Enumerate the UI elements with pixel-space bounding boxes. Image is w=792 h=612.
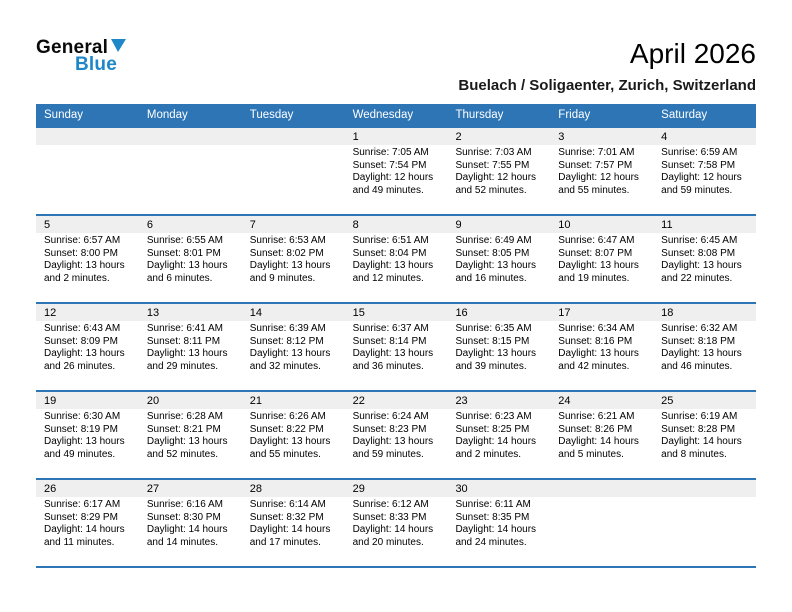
date-number: 25 <box>661 395 674 407</box>
day-cell <box>653 145 756 214</box>
day-header-cell: Saturday <box>661 109 708 121</box>
date-number <box>139 128 242 145</box>
week-row <box>36 390 756 478</box>
daylight-line2-text: and 12 minutes. <box>352 272 424 284</box>
general-blue-logo <box>36 38 127 74</box>
date-number: 19 <box>44 395 57 407</box>
daylight-line2-text: and 26 minutes. <box>44 360 116 372</box>
daylight-line2-text: and 11 minutes. <box>44 536 115 548</box>
sunset-text: Sunset: 8:18 PM <box>661 335 736 347</box>
date-number: 9 <box>455 219 462 231</box>
day-cell <box>653 321 756 390</box>
daylight-line1-text: Daylight: 13 hours <box>558 348 639 359</box>
daylight-line2-text: and 8 minutes. <box>661 448 727 460</box>
sunrise-text: Sunrise: 6:14 AM <box>249 499 326 510</box>
date-number: 13 <box>146 307 160 319</box>
sunrise-text: Sunrise: 6:19 AM <box>661 411 738 422</box>
sunrise-text: Sunrise: 6:41 AM <box>146 323 224 334</box>
sunset-text: Sunset: 8:11 PM <box>146 335 221 347</box>
daylight-line1-text: Daylight: 13 hours <box>249 348 331 359</box>
sunrise-text: Sunrise: 6:37 AM <box>352 323 429 334</box>
week-content-row <box>36 497 756 566</box>
day-header-cell: Tuesday <box>249 109 294 121</box>
sunrise-text: Sunrise: 7:03 AM <box>455 147 532 158</box>
day-cell <box>242 409 345 478</box>
sunset-text: Sunset: 7:57 PM <box>558 159 633 171</box>
week-row <box>36 302 756 390</box>
sunrise-text: Sunrise: 6:34 AM <box>558 323 635 334</box>
day-cell <box>653 409 756 478</box>
date-number: 21 <box>249 395 262 407</box>
day-cell <box>36 409 139 478</box>
page-header <box>36 0 756 94</box>
daylight-line2-text: and 5 minutes. <box>558 448 624 460</box>
date-number: 10 <box>558 219 571 231</box>
sunrise-text: Sunrise: 7:01 AM <box>558 147 635 158</box>
daylight-line1-text: Daylight: 13 hours <box>352 436 434 447</box>
daylight-line1-text: Daylight: 14 hours <box>558 436 639 447</box>
day-cell <box>550 233 653 302</box>
day-cell <box>345 497 448 566</box>
date-number-strip <box>36 480 756 497</box>
sunset-text: Sunset: 8:02 PM <box>249 247 324 259</box>
logo-text-blue: Blue <box>75 54 117 75</box>
day-header-cell: Sunday <box>44 109 84 121</box>
day-cell <box>550 145 653 214</box>
daylight-line1-text: Daylight: 13 hours <box>146 260 228 271</box>
sunrise-text: Sunrise: 6:51 AM <box>352 235 429 246</box>
sunrise-text: Sunrise: 6:43 AM <box>44 323 121 334</box>
month-title: April 2026 <box>629 38 756 69</box>
week-row <box>36 478 756 566</box>
date-number-strip <box>36 128 756 145</box>
date-number: 24 <box>558 395 571 407</box>
daylight-line1-text: Daylight: 12 hours <box>352 172 434 183</box>
date-number: 6 <box>146 219 153 231</box>
sunrise-text: Sunrise: 6:24 AM <box>352 411 429 422</box>
date-number <box>550 480 653 497</box>
date-number: 16 <box>455 307 468 319</box>
daylight-line2-text: and 20 minutes. <box>352 536 424 548</box>
daylight-line2-text: and 22 minutes. <box>661 272 733 284</box>
sunrise-text: Sunrise: 6:28 AM <box>146 411 224 422</box>
day-cell <box>447 145 550 214</box>
daylight-line1-text: Daylight: 12 hours <box>661 172 742 183</box>
sunrise-text: Sunrise: 6:30 AM <box>44 411 121 422</box>
sunset-text: Sunset: 8:08 PM <box>661 247 736 259</box>
week-content-row <box>36 409 756 478</box>
day-cell <box>447 497 550 566</box>
date-number: 3 <box>558 131 565 143</box>
date-number: 12 <box>44 307 57 319</box>
date-number: 15 <box>352 307 365 319</box>
daylight-line2-text: and 59 minutes. <box>661 184 733 196</box>
daylight-line2-text: and 49 minutes. <box>44 448 116 460</box>
daylight-line2-text: and 19 minutes. <box>558 272 630 284</box>
day-cell <box>242 233 345 302</box>
daylight-line1-text: Daylight: 13 hours <box>44 348 125 359</box>
daylight-line2-text: and 29 minutes. <box>146 360 219 372</box>
sunrise-text: Sunrise: 6:53 AM <box>249 235 326 246</box>
daylight-line2-text: and 2 minutes. <box>455 448 522 460</box>
sunset-text: Sunset: 8:30 PM <box>146 511 221 523</box>
day-cell <box>447 233 550 302</box>
sunrise-text: Sunrise: 7:05 AM <box>352 147 429 158</box>
logo-text-general: General <box>36 37 109 58</box>
date-number: 22 <box>352 395 365 407</box>
day-cell <box>550 409 653 478</box>
day-cell <box>139 145 242 214</box>
date-number: 30 <box>455 483 468 495</box>
date-number <box>36 128 139 145</box>
daylight-line2-text: and 42 minutes. <box>558 360 630 372</box>
sunset-text: Sunset: 8:29 PM <box>44 511 118 523</box>
date-number: 4 <box>661 131 668 143</box>
day-cell <box>139 409 242 478</box>
sunset-text: Sunset: 8:26 PM <box>558 423 633 435</box>
date-number: 11 <box>661 219 673 231</box>
day-cell <box>36 321 139 390</box>
daylight-line1-text: Daylight: 13 hours <box>558 260 639 271</box>
date-number-strip <box>36 304 756 321</box>
sunrise-text: Sunrise: 6:17 AM <box>44 499 121 510</box>
day-cell <box>36 145 139 214</box>
sunset-text: Sunset: 8:12 PM <box>249 335 324 347</box>
daylight-line2-text: and 32 minutes. <box>249 360 321 372</box>
daylight-line1-text: Daylight: 14 hours <box>455 436 537 447</box>
daylight-line2-text: and 24 minutes. <box>455 536 527 548</box>
daylight-line1-text: Daylight: 13 hours <box>455 260 537 271</box>
daylight-line1-text: Daylight: 13 hours <box>352 260 434 271</box>
daylight-line1-text: Daylight: 14 hours <box>661 436 742 447</box>
calendar-weeks <box>36 126 756 566</box>
daylight-line2-text: and 49 minutes. <box>352 184 424 196</box>
date-number: 17 <box>558 307 571 319</box>
date-number-strip <box>36 216 756 233</box>
daylight-line2-text: and 59 minutes. <box>352 448 424 460</box>
date-number: 2 <box>455 131 462 143</box>
daylight-line1-text: Daylight: 13 hours <box>455 348 537 359</box>
daylight-line2-text: and 2 minutes. <box>44 272 110 284</box>
daylight-line1-text: Daylight: 14 hours <box>455 524 537 535</box>
sunrise-text: Sunrise: 6:55 AM <box>146 235 224 246</box>
day-cell <box>345 233 448 302</box>
date-number: 8 <box>352 219 359 231</box>
date-number: 20 <box>146 395 160 407</box>
date-number: 1 <box>352 131 359 143</box>
daylight-line1-text: Daylight: 13 hours <box>44 260 125 271</box>
sunset-text: Sunset: 7:58 PM <box>661 159 736 171</box>
sunset-text: Sunset: 8:33 PM <box>352 511 427 523</box>
daylight-line2-text: and 9 minutes. <box>249 272 316 284</box>
daylight-line2-text: and 6 minutes. <box>146 272 213 284</box>
sunset-text: Sunset: 8:00 PM <box>44 247 118 259</box>
sunset-text: Sunset: 8:32 PM <box>249 511 324 523</box>
daylight-line2-text: and 17 minutes. <box>249 536 321 548</box>
sunset-text: Sunset: 7:55 PM <box>455 159 530 171</box>
sunrise-text: Sunrise: 6:26 AM <box>249 411 326 422</box>
date-number: 23 <box>455 395 468 407</box>
daylight-line1-text: Daylight: 14 hours <box>352 524 434 535</box>
daylight-line1-text: Daylight: 14 hours <box>44 524 125 535</box>
daylight-line2-text: and 39 minutes. <box>455 360 527 372</box>
day-cell <box>653 497 756 566</box>
sunrise-text: Sunrise: 6:59 AM <box>661 147 738 158</box>
day-cell <box>242 497 345 566</box>
sunset-text: Sunset: 8:15 PM <box>455 335 530 347</box>
day-cell <box>36 497 139 566</box>
daylight-line2-text: and 14 minutes. <box>146 536 219 548</box>
day-cell <box>653 233 756 302</box>
week-row <box>36 126 756 214</box>
day-cell <box>139 233 242 302</box>
sunset-text: Sunset: 8:23 PM <box>352 423 427 435</box>
sunset-text: Sunset: 8:16 PM <box>558 335 633 347</box>
title-block <box>458 38 756 94</box>
sunset-text: Sunset: 8:21 PM <box>146 423 221 435</box>
week-content-row <box>36 321 756 390</box>
week-content-row <box>36 145 756 214</box>
sunset-text: Sunset: 8:07 PM <box>558 247 633 259</box>
day-cell <box>550 497 653 566</box>
day-header-cell: Wednesday <box>352 109 414 121</box>
daylight-line2-text: and 55 minutes. <box>558 184 630 196</box>
sunset-text: Sunset: 8:09 PM <box>44 335 118 347</box>
sunset-text: Sunset: 8:19 PM <box>44 423 118 435</box>
date-number <box>242 128 345 145</box>
week-row <box>36 214 756 302</box>
daylight-line1-text: Daylight: 13 hours <box>44 436 125 447</box>
daylight-line1-text: Daylight: 13 hours <box>249 260 331 271</box>
date-number: 5 <box>44 219 51 231</box>
day-cell <box>550 321 653 390</box>
daylight-line1-text: Daylight: 13 hours <box>661 348 742 359</box>
date-number <box>653 480 756 497</box>
date-number: 7 <box>249 219 256 231</box>
day-cell <box>345 145 448 214</box>
daylight-line1-text: Daylight: 12 hours <box>455 172 537 183</box>
day-cell <box>242 145 345 214</box>
sunset-text: Sunset: 8:04 PM <box>352 247 427 259</box>
daylight-line1-text: Daylight: 14 hours <box>249 524 331 535</box>
sunset-text: Sunset: 8:01 PM <box>146 247 221 259</box>
calendar-table <box>36 104 756 568</box>
sunrise-text: Sunrise: 6:47 AM <box>558 235 635 246</box>
day-cell <box>242 321 345 390</box>
sunrise-text: Sunrise: 6:16 AM <box>146 499 224 510</box>
day-cell <box>345 321 448 390</box>
sunrise-text: Sunrise: 6:23 AM <box>455 411 532 422</box>
day-header-cell: Monday <box>146 109 188 121</box>
day-header-row <box>36 104 756 126</box>
day-cell <box>345 409 448 478</box>
sunset-text: Sunset: 8:35 PM <box>455 511 530 523</box>
week-content-row <box>36 233 756 302</box>
sunset-text: Sunset: 7:54 PM <box>352 159 427 171</box>
day-header-cell: Thursday <box>455 109 504 121</box>
day-cell <box>139 321 242 390</box>
daylight-line2-text: and 52 minutes. <box>455 184 527 196</box>
sunrise-text: Sunrise: 6:45 AM <box>661 235 738 246</box>
daylight-line2-text: and 36 minutes. <box>352 360 424 372</box>
date-number: 28 <box>249 483 262 495</box>
daylight-line2-text: and 46 minutes. <box>661 360 733 372</box>
daylight-line1-text: Daylight: 13 hours <box>146 348 228 359</box>
sunrise-text: Sunrise: 6:35 AM <box>455 323 532 334</box>
day-cell <box>36 233 139 302</box>
daylight-line2-text: and 16 minutes. <box>455 272 527 284</box>
daylight-line2-text: and 52 minutes. <box>146 448 219 460</box>
day-cell <box>447 321 550 390</box>
sunrise-text: Sunrise: 6:32 AM <box>661 323 738 334</box>
date-number: 29 <box>352 483 365 495</box>
sunrise-text: Sunrise: 6:39 AM <box>249 323 326 334</box>
daylight-line1-text: Daylight: 13 hours <box>661 260 742 271</box>
date-number: 26 <box>44 483 57 495</box>
daylight-line1-text: Daylight: 14 hours <box>146 524 228 535</box>
sunrise-text: Sunrise: 6:11 AM <box>455 499 531 510</box>
date-number: 14 <box>249 307 262 319</box>
day-cell <box>447 409 550 478</box>
date-number: 18 <box>661 307 674 319</box>
daylight-line1-text: Daylight: 12 hours <box>558 172 639 183</box>
sunrise-text: Sunrise: 6:21 AM <box>558 411 635 422</box>
date-number-strip <box>36 392 756 409</box>
daylight-line1-text: Daylight: 13 hours <box>146 436 228 447</box>
sunset-text: Sunset: 8:25 PM <box>455 423 530 435</box>
day-header-cell: Friday <box>558 109 591 121</box>
location-subtitle: Buelach / Soligaenter, Zurich, Switzerland <box>458 77 756 94</box>
sunrise-text: Sunrise: 6:57 AM <box>44 235 121 246</box>
sunrise-text: Sunrise: 6:12 AM <box>352 499 429 510</box>
day-cell <box>139 497 242 566</box>
daylight-line1-text: Daylight: 13 hours <box>249 436 331 447</box>
date-number: 27 <box>146 483 160 495</box>
daylight-line1-text: Daylight: 13 hours <box>352 348 434 359</box>
sunrise-text: Sunrise: 6:49 AM <box>455 235 532 246</box>
sunset-text: Sunset: 8:14 PM <box>352 335 427 347</box>
sunset-text: Sunset: 8:22 PM <box>249 423 324 435</box>
sunset-text: Sunset: 8:28 PM <box>661 423 736 435</box>
sunset-text: Sunset: 8:05 PM <box>455 247 530 259</box>
daylight-line2-text: and 55 minutes. <box>249 448 321 460</box>
